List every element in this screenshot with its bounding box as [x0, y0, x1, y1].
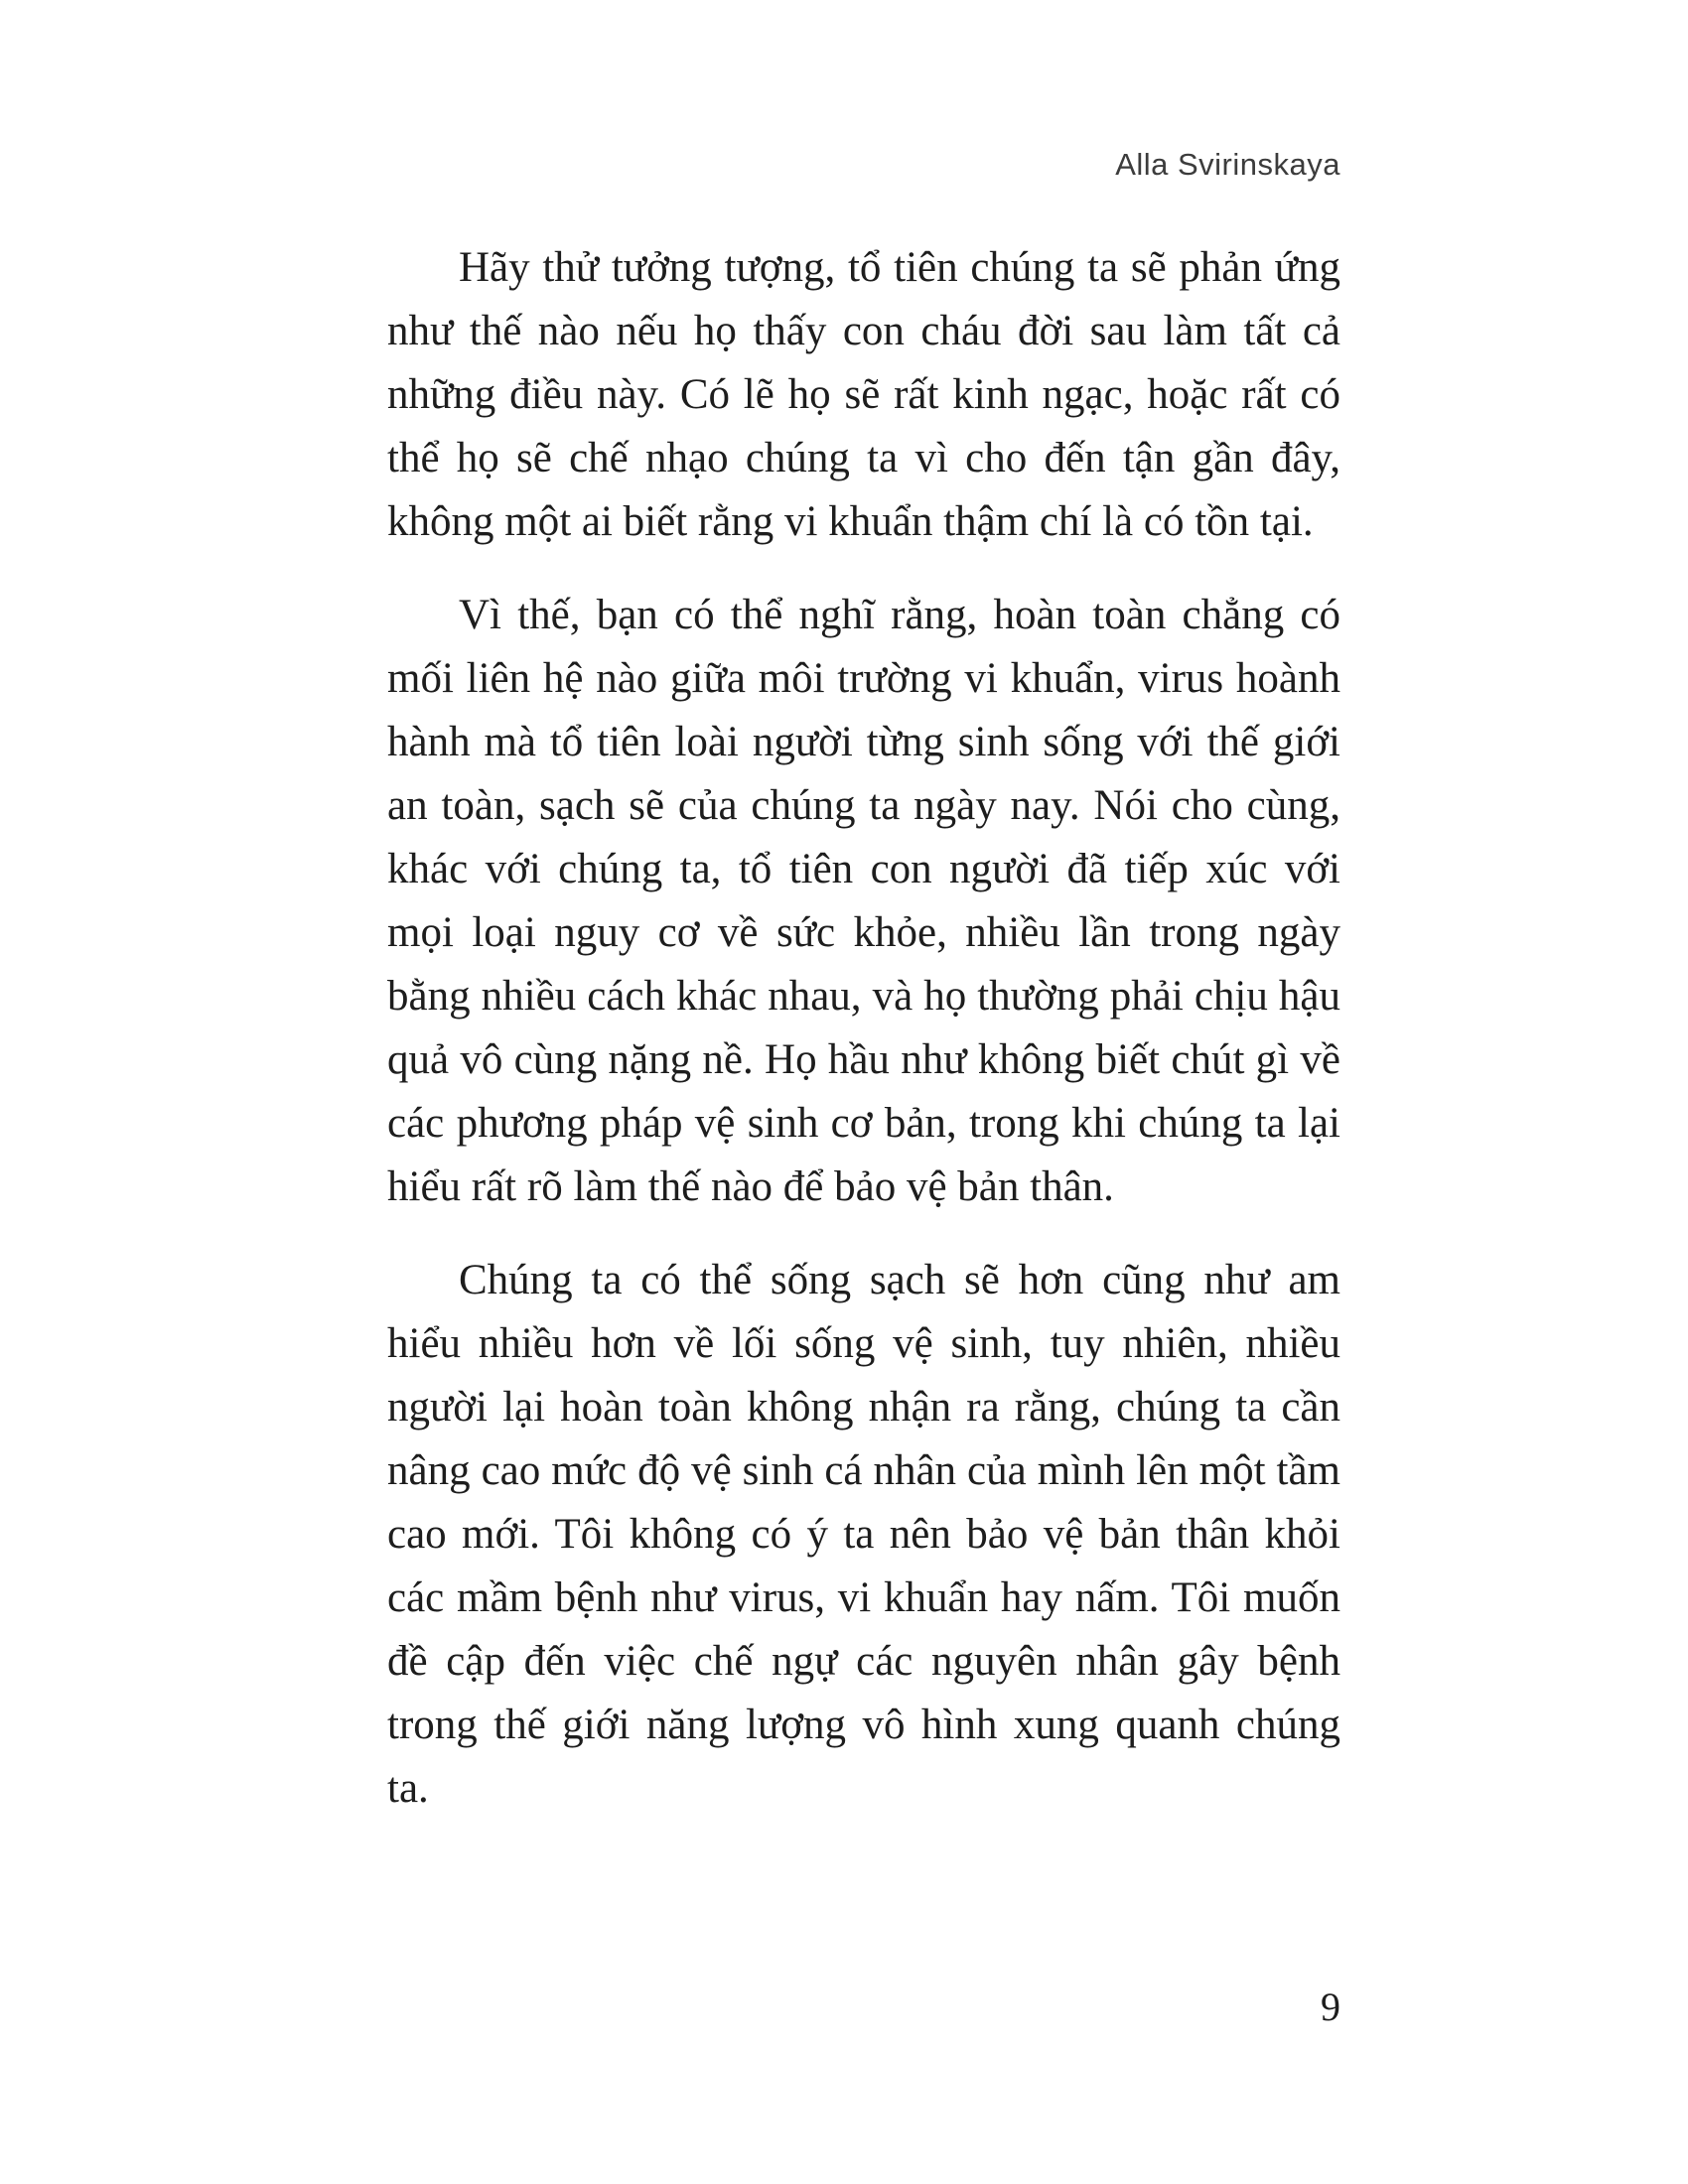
body-paragraph: Hãy thử tưởng tượng, tổ tiên chúng ta sẽ phản ứng như thế nào nếu họ thấy con cháu đời sau làm tất cả những điều này. Có lẽ họ sẽ rất kinh ngạc, hoặc rất có thể họ sẽ chế nhạo chúng ta vì cho đến tận gần đây, không một ai biết rằng vi khuẩn thậm chí là có tồn tại.: [387, 244, 1340, 545]
body-paragraph: Vì thế, bạn có thể nghĩ rằng, hoàn toàn chẳng có mối liên hệ nào giữa môi trường vi khuẩn, virus hoành hành mà tổ tiên loài người từng sinh sống với thế giới an toàn, sạch sẽ của chúng ta ngày nay. Nói cho cùng, khác với chúng ta, tổ tiên con người đã tiếp xúc với mọi loại nguy cơ về sức khỏe, nhiều lần trong ngày bằng nhiều cách khác nhau, và họ thường phải chịu hậu quả vô cùng nặng nề. Họ hầu như không biết chút gì về các phương pháp vệ sinh cơ bản, trong khi chúng ta lại hiểu rất rõ làm thế nào để bảo vệ bản thân.: [387, 592, 1340, 1210]
running-header-author: Alla Svirinskaya: [1115, 147, 1340, 182]
body-paragraph: Chúng ta có thể sống sạch sẽ hơn cũng như am hiểu nhiều hơn về lối sống vệ sinh, tuy nhiên, nhiều người lại hoàn toàn không nhận ra rằng, chúng ta cần nâng cao mức độ vệ sinh cá nhân của mình lên một tầm cao mới. Tôi không có ý ta nên bảo vệ bản thân khỏi các mầm bệnh như virus, vi khuẩn hay nấm. Tôi muốn đề cập đến việc chế ngự các nguyên nhân gây bệnh trong thế giới năng lượng vô hình xung quanh chúng ta.: [387, 1257, 1340, 1812]
page-number: 9: [1321, 1984, 1340, 2029]
page-body-text: [387, 236, 1340, 1821]
